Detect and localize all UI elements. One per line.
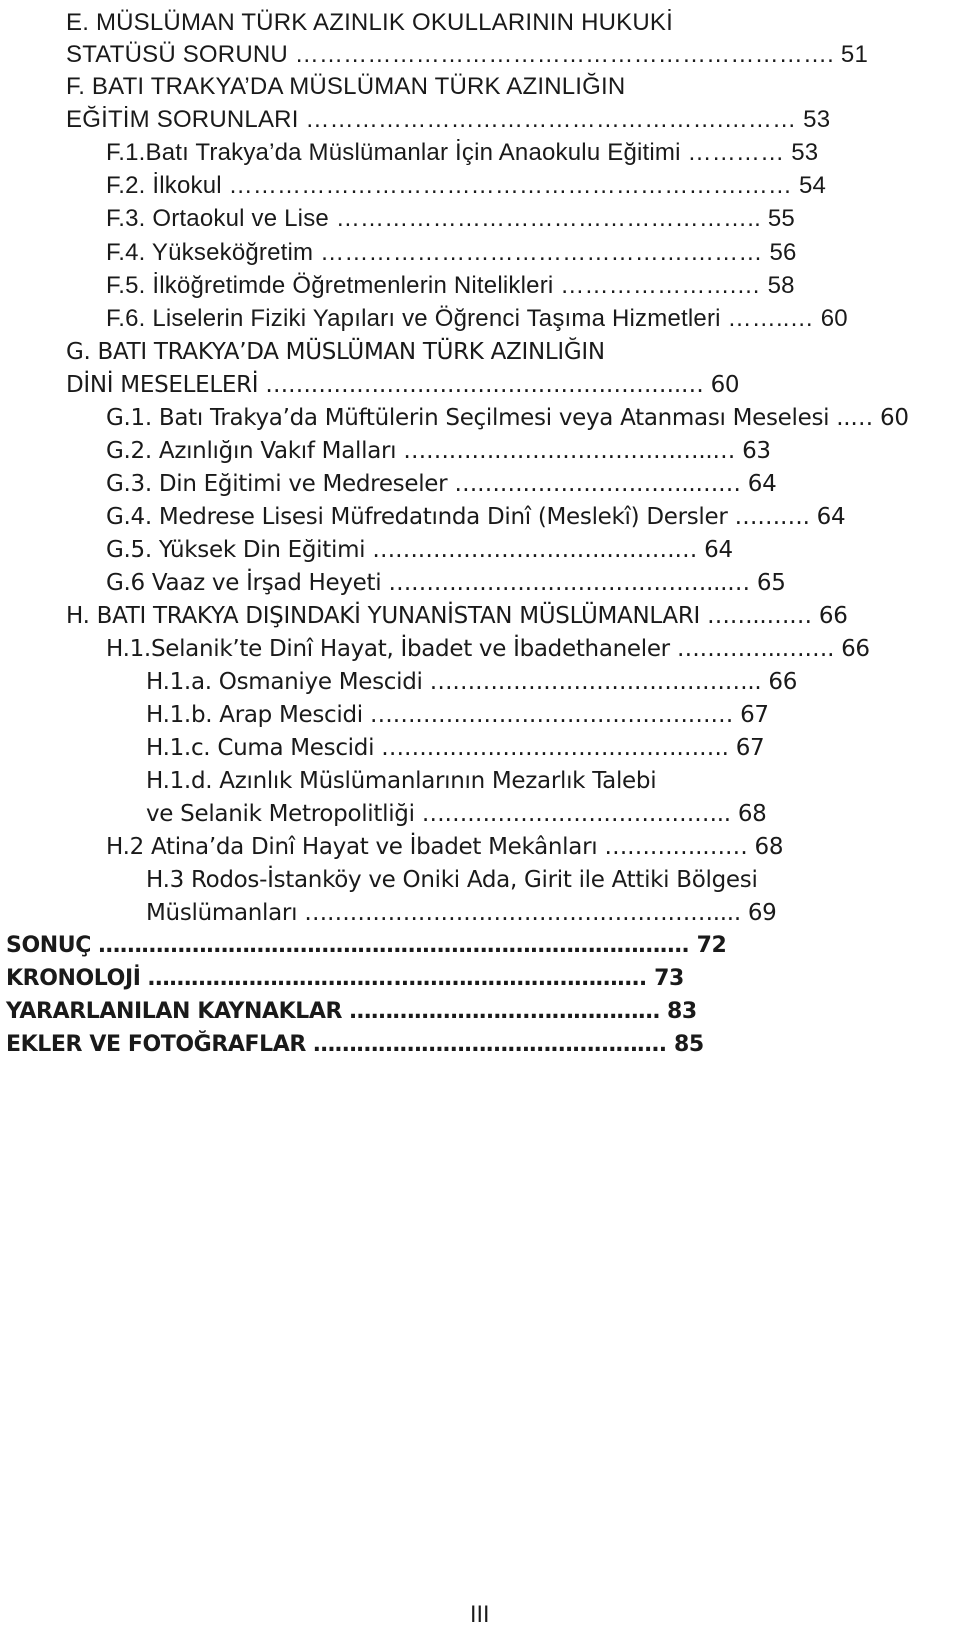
toc-line: H.1.d. Azınlık Müslümanlarının Mezarlık Talebi — [146, 768, 657, 794]
toc-line: Müslümanları ……………………………………………….... 69 — [146, 900, 777, 926]
toc-line: DİNİ MESELELERİ ……………………………………………….… 60 — [66, 372, 740, 398]
toc-line: F.1.Batı Trakya’da Müslümanlar İçin Anaokulu Eğitimi ………… 53 — [106, 139, 819, 166]
toc-line: H.1.a. Osmaniye Mescidi …………………………………….. 66 — [146, 669, 798, 695]
toc-line: STATÜSÜ SORUNU …………………………………………………………. 51 — [66, 41, 869, 68]
toc-line: YARARLANILAN KAYNAKLAR …………………….……………… 83 — [6, 999, 697, 1024]
toc-line: EĞİTİM SORUNLARI …………………………………………….……… 53 — [66, 106, 831, 133]
toc-line: F.2. İlkokul ……………………………………………………….…… 54 — [106, 172, 827, 199]
toc-line: F.4. Yükseköğretim ……………………………………….……… 56 — [106, 239, 797, 266]
toc-line: SONUÇ ………………………………………………………………………. 72 — [6, 933, 727, 958]
toc-line: G.5. Yüksek Din Eğitimi ………………………….………… 64 — [106, 537, 733, 563]
toc-line: G.4. Medrese Lisesi Müfredatında Dinî (Meslekî) Dersler ………. 64 — [106, 504, 846, 530]
toc-line: G.2. Azınlığın Vakıf Malları …………………………………..… 63 — [106, 438, 771, 464]
toc-line: F.6. Liselerin Fiziki Yapıları ve Öğrenci Taşıma Hizmetleri ……..… 60 — [106, 305, 848, 332]
toc-line: G.3. Din Eğitimi ve Medreseler …………………………..…… 64 — [106, 471, 777, 497]
toc-line: ve Selanik Metropolitliği ………………………………….. 68 — [146, 801, 767, 827]
toc-line: G. BATI TRAKYA’DA MÜSLÜMAN TÜRK AZINLIĞIN — [66, 339, 605, 365]
toc-line: H.3 Rodos-İstanköy ve Oniki Ada, Girit ile Attiki Bölgesi — [146, 867, 758, 893]
toc-line: KRONOLOJİ ……………………………..……………………………. 73 — [6, 966, 684, 991]
toc-line: F.5. İlköğretimde Öğretmenlerin Nitelikleri ………………….… 58 — [106, 272, 795, 299]
toc-line: G.6 Vaaz ve İrşad Heyeti ……………………………………...… 65 — [106, 570, 786, 596]
toc-line: H.1.Selanik’te Dinî Hayat, İbadet ve İbadethaneler …………..……. 66 — [106, 636, 870, 662]
toc-line: F.3. Ortaokul ve Lise …………………………………………….. 55 — [106, 205, 795, 232]
page-number: III — [470, 1603, 490, 1628]
toc-line: H.2 Atina’da Dinî Hayat ve İbadet Mekânları ………….…… 68 — [106, 834, 784, 860]
toc-line: EKLER VE FOTOĞRAFLAR …………………………………………. 85 — [6, 1032, 704, 1057]
toc-line: F. BATI TRAKYA’DA MÜSLÜMAN TÜRK AZINLIĞIN — [66, 73, 626, 100]
toc-line: G.1. Batı Trakya’da Müftülerin Seçilmesi veya Atanması Meselesi ..… 60 — [106, 405, 909, 431]
toc-line: E. MÜSLÜMAN TÜRK AZINLIK OKULLARININ HUKUKİ — [66, 9, 673, 36]
toc-line: H.1.b. Arap Mescidi ………………………………………… 67 — [146, 702, 769, 728]
toc-line: H. BATI TRAKYA DIŞINDAKİ YUNANİSTAN MÜSLÜMANLARI ……..…… 66 — [66, 603, 848, 629]
toc-line: H.1.c. Cuma Mescidi ………………………………………. 67 — [146, 735, 765, 761]
